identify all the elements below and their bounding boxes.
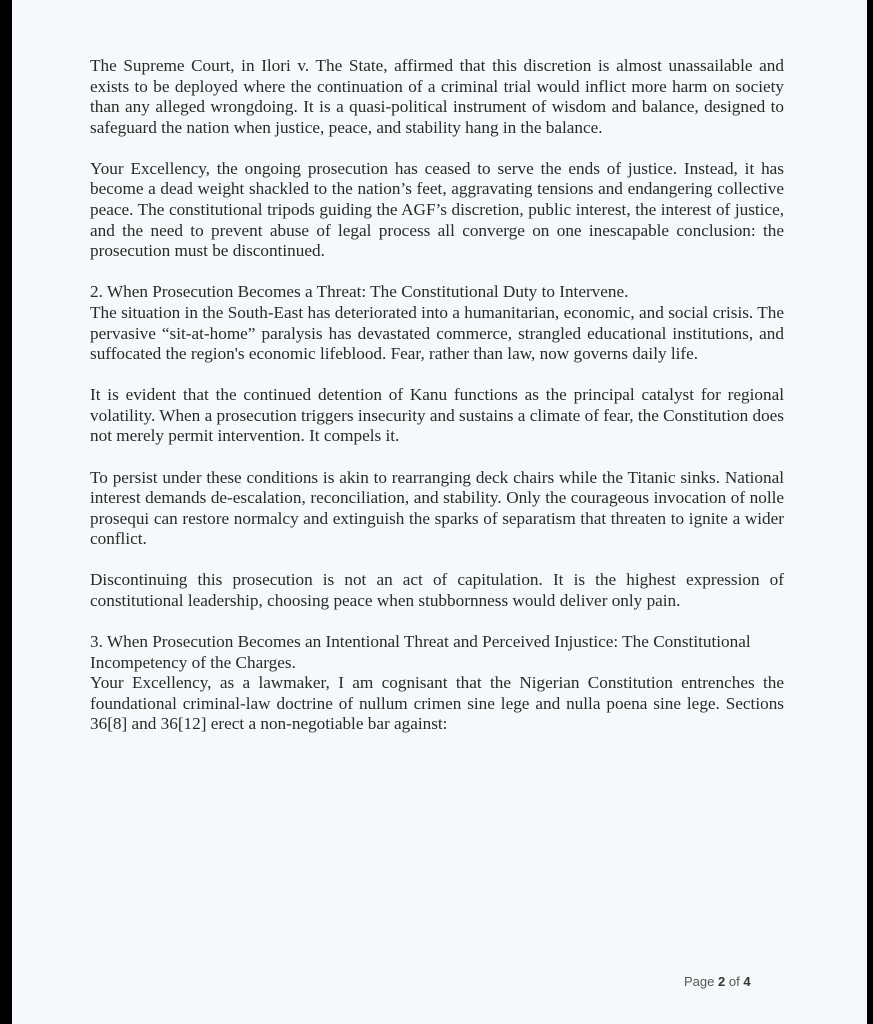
paragraph-ilori: The Supreme Court, in Ilori v. The State, affirmed that this discretion is almost unassailable and exists to be deployed where the continuation of a criminal trial would inflict more harm on society than any alleged wrongdoing. It is a quasi-political instrument of wisdom and balance, designed to safeguard the nation when justice, peace, and stability hang in the balance. — [90, 56, 784, 137]
section-heading-3: 3. When Prosecution Becomes an Intentional Threat and Perceived Injustice: The Constitutional Incompetency of the Charges. — [90, 632, 751, 672]
paragraph-discontinuing: Discontinuing this prosecution is not an act of capitulation. It is the highest expression of constitutional leadership, choosing peace when stubbornness would deliver only pain. — [90, 570, 784, 610]
paragraph-lawmaker: Your Excellency, as a lawmaker, I am cognisant that the Nigerian Constitution entrenches the foundational criminal-law doctrine of nullum crimen sine lege and nulla poena sine lege. Sections 36[8] and 36[12] erect a non-negotiable bar against: — [90, 673, 784, 734]
page-total: 4 — [743, 974, 751, 989]
section-heading-2: 2. When Prosecution Becomes a Threat: The Constitutional Duty to Intervene. — [90, 282, 629, 302]
page-label: Page — [684, 974, 715, 989]
of-label: of — [728, 974, 740, 989]
paragraph-titanic: To persist under these conditions is akin to rearranging deck chairs while the Titanic sinks. National interest demands de-escalation, reconciliation, and stability. Only the courageous invocation of nolle prosequi can restore normalcy and extinguish the sparks of separatism that threaten to ignite a wider conflict. — [90, 467, 784, 549]
page-current: 2 — [718, 974, 726, 989]
paragraph-south-east-situation: The situation in the South-East has deteriorated into a humanitarian, economic, and social crisis. The pervasive “sit-at-home” paralysis has devastated commerce, strangled educational institutions, and suffocated the region's economic lifeblood. Fear, rather than law, now governs daily life. — [90, 302, 784, 364]
paragraph-kanu-detention: It is evident that the continued detention of Kanu functions as the principal catalyst for regional volatility. When a prosecution triggers insecurity and sustains a climate of fear, the Constitution does not merely permit intervention. It compels it. — [90, 385, 784, 446]
page-number — [684, 974, 751, 989]
paragraph-excellency-prosecution: Your Excellency, the ongoing prosecution has ceased to serve the ends of justice. Instead, it has become a dead weight shackled to the nation’s feet, aggravating tensions and endangering collective peace. The constitutional tripods guiding the AGF’s discretion, public interest, the interest of justice, and the need to prevent abuse of legal process all converge on one inescapable conclusion: the prosecution must be discontinued. — [90, 158, 784, 261]
document-body — [90, 56, 784, 735]
document-page — [12, 0, 867, 1024]
